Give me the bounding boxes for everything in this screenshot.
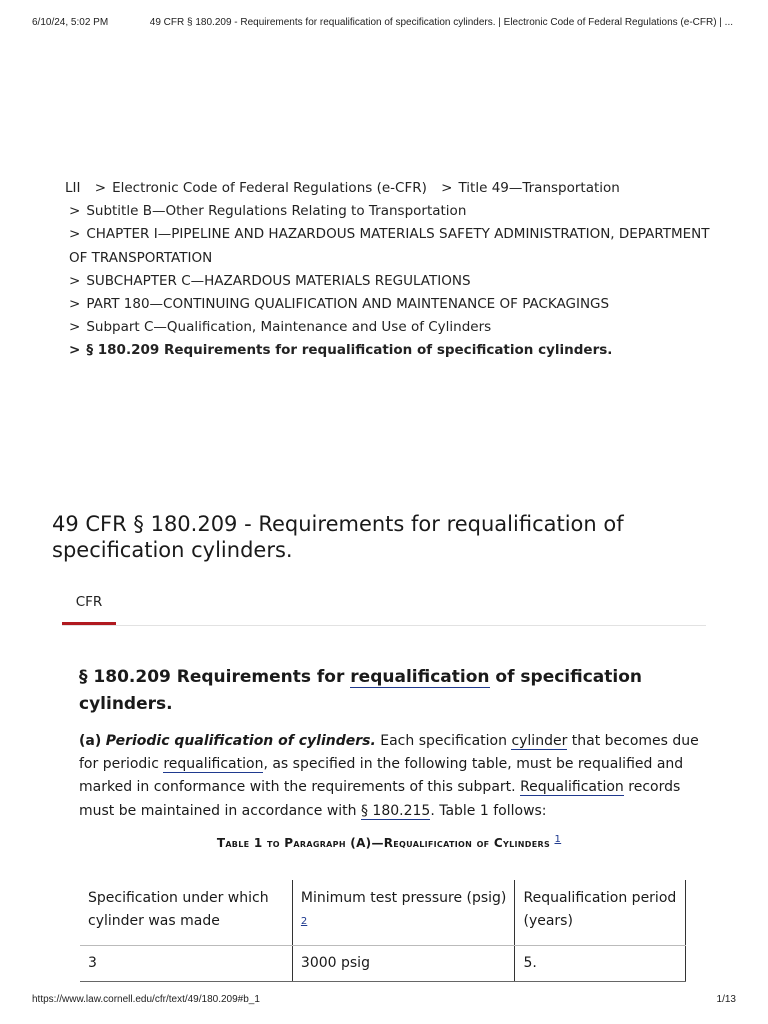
term-link-requalification[interactable]: requalification (350, 667, 490, 687)
breadcrumb-separator: > (94, 180, 107, 196)
table-caption (79, 834, 699, 850)
term-link-requalification[interactable]: requalification (163, 756, 264, 773)
xref-link-180-215[interactable]: § 180.215 (360, 802, 431, 819)
page-title: 49 CFR § 180.209 - Requirements for requalification of specification cylinders. (52, 512, 624, 562)
breadcrumb-item-current: § 180.209 Requirements for requalification of specification cylinders. (86, 342, 613, 359)
table-row (80, 945, 686, 981)
paragraph-text: that becomes due for periodic (79, 733, 699, 773)
breadcrumb-separator: > (69, 272, 81, 289)
paragraph-title: Periodic qualification of cylinders. (105, 733, 376, 749)
footnote-link[interactable]: 2 (300, 916, 308, 927)
breadcrumb-separator: > (69, 296, 81, 313)
term-link-requalification[interactable]: Requalification (520, 779, 624, 796)
tab-divider (62, 625, 706, 626)
print-header (32, 17, 748, 28)
breadcrumb-item-ecfr[interactable]: Electronic Code of Federal Regulations (e-CFR) (112, 180, 427, 196)
table-header-cell (292, 880, 515, 945)
section-heading-prefix: § 180.209 Requirements for (79, 667, 351, 687)
breadcrumb-item-subpart-c[interactable]: Subpart C—Qualification, Maintenance and Use of Cylinders (86, 319, 492, 336)
breadcrumb-item-chapter-i[interactable]: CHAPTER I—PIPELINE AND HAZARDOUS MATERIALS SAFETY ADMINISTRATION, DEPARTMENT OF TRANSPORTATION (69, 226, 710, 266)
table-cell: 3 (80, 945, 292, 981)
breadcrumb-separator: > (69, 226, 81, 243)
breadcrumb-separator: > (69, 319, 81, 336)
section-heading (79, 664, 679, 718)
breadcrumb-line-2 (65, 200, 725, 223)
print-footer (32, 994, 736, 1005)
table-cell: 3000 psig (292, 945, 515, 981)
breadcrumb-item-subchapter-c[interactable]: SUBCHAPTER C—HAZARDOUS MATERIALS REGULATIONS (86, 272, 471, 289)
paragraph-text: Each specification (375, 733, 512, 749)
breadcrumb-line-3 (65, 223, 725, 269)
paragraph-text: records must be maintained in accordance with (79, 779, 681, 819)
breadcrumb-line-1 (65, 177, 725, 200)
paragraph-text: . Table 1 follows: (430, 802, 547, 819)
table-header-cell (515, 880, 686, 945)
print-doc-title: 49 CFR § 180.209 - Requirements for requalification of specification cylinders. | Electronic Code of Federal Regulations (e-CFR) | ... (149, 17, 734, 28)
table-cell: 5. (515, 945, 686, 981)
breadcrumb-item-lii[interactable]: LII (65, 180, 81, 196)
breadcrumb-separator: > (69, 342, 81, 359)
breadcrumb-item-subtitle-b[interactable]: Subtitle B—Other Regulations Relating to Transportation (86, 203, 467, 220)
breadcrumb-item-title-49[interactable]: Title 49—Transportation (458, 180, 620, 196)
breadcrumb-separator: > (69, 203, 81, 220)
breadcrumb-line-5 (65, 293, 725, 316)
header-text: Specification under which cylinder was made (88, 890, 269, 929)
table-header-cell (80, 880, 292, 945)
breadcrumb-line-6 (65, 316, 725, 339)
breadcrumb-item-part-180[interactable]: PART 180—CONTINUING QUALIFICATION AND MAINTENANCE OF PACKAGINGS (86, 296, 610, 313)
paragraph-label: (a) (79, 733, 102, 749)
breadcrumb-separator: > (441, 180, 453, 196)
tab-cfr[interactable]: CFR (62, 594, 116, 626)
table-caption-text: Table 1 to Paragraph (A)—Requalification of Cylinders (216, 836, 551, 850)
footnote-link[interactable]: 1 (554, 834, 562, 845)
header-text: Minimum test pressure (psig) (300, 890, 507, 906)
print-datetime: 6/10/24, 5:02 PM (32, 17, 109, 28)
requalification-table (80, 880, 686, 982)
paragraph-a (79, 730, 699, 823)
table-header-row (80, 880, 686, 945)
breadcrumb-line-7 (65, 339, 725, 362)
term-link-cylinder[interactable]: cylinder (511, 733, 568, 749)
breadcrumb (65, 177, 725, 363)
breadcrumb-line-4 (65, 270, 725, 293)
print-url: https://www.law.cornell.edu/cfr/text/49/180.209#b_1 (32, 994, 260, 1005)
section-heading-suffix: of specification cylinders. (79, 667, 643, 714)
header-text: Requalification period (years) (523, 890, 677, 929)
print-page-number: 1/13 (716, 994, 736, 1005)
paragraph-text: , as specified in the following table, must be requalified and marked in conformance with the requirements of this subpart. (79, 756, 684, 796)
